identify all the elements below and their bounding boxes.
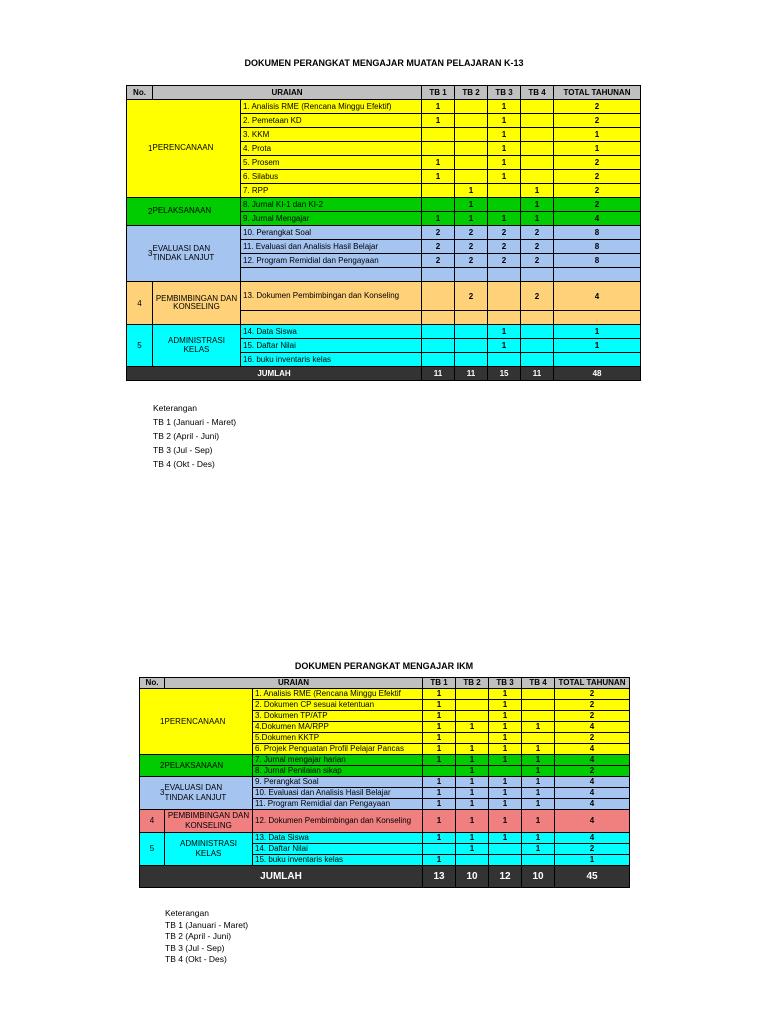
item-tb3: 2: [488, 226, 521, 240]
item-tb3: 1: [489, 777, 522, 788]
group-name: PERENCANAAN: [153, 100, 241, 198]
item-label: 6. Projek Penguatan Profil Pelajar Pancas: [253, 744, 423, 755]
item-tb1: 1: [423, 833, 456, 844]
item-total: 2: [554, 198, 641, 212]
group-number: 2: [140, 755, 165, 777]
item-label: 15. buku inventaris kelas: [253, 855, 423, 866]
item-label: 10. Perangkat Soal: [241, 226, 422, 240]
item-tb1: 1: [422, 114, 455, 128]
item-tb2: [455, 353, 488, 367]
item-label: 1. Analisis RME (Rencana Minggu Efektif): [241, 100, 422, 114]
item-label: 7. RPP: [241, 184, 422, 198]
item-tb3: [488, 311, 521, 325]
group-name: EVALUASI DAN TINDAK LANJUT: [153, 226, 241, 282]
item-total: 1: [554, 128, 641, 142]
item-total: 4: [555, 788, 630, 799]
item-tb4: 1: [521, 198, 554, 212]
item-tb1: [422, 128, 455, 142]
group-name: ADMINISTRASI KELAS: [153, 325, 241, 367]
item-label: 16. buku inventaris kelas: [241, 353, 422, 367]
item-label: 9. Perangkat Soal: [253, 777, 423, 788]
item-label: 4.Dokumen MA/RPP: [253, 722, 423, 733]
item-total: 2: [554, 156, 641, 170]
item-tb2: [456, 689, 489, 700]
item-total: 4: [555, 799, 630, 810]
group-name: PEMBIMBINGAN DAN KONSELING: [165, 810, 253, 833]
item-tb4: 1: [522, 766, 555, 777]
item-tb4: 1: [522, 844, 555, 855]
item-tb4: [521, 100, 554, 114]
item-tb2: [455, 325, 488, 339]
group-name: ADMINISTRASI KELAS: [165, 833, 253, 866]
item-tb4: 1: [521, 212, 554, 226]
item-tb3: 1: [488, 170, 521, 184]
header-total: TOTAL TAHUNAN: [554, 86, 641, 100]
item-tb2: 1: [456, 777, 489, 788]
item-label: [241, 268, 422, 282]
item-tb1: [422, 339, 455, 353]
item-total: 4: [555, 744, 630, 755]
item-tb1: 1: [423, 744, 456, 755]
item-total: 2: [555, 689, 630, 700]
item-tb3: [488, 184, 521, 198]
table-body: [127, 100, 641, 367]
item-tb4: [521, 353, 554, 367]
item-label: 12. Program Remidial dan Pengayaan: [241, 254, 422, 268]
item-label: 4. Prota: [241, 142, 422, 156]
item-tb1: [422, 325, 455, 339]
item-tb3: [488, 198, 521, 212]
item-tb2: 1: [456, 799, 489, 810]
item-tb4: 2: [521, 282, 554, 311]
item-tb3: 1: [489, 788, 522, 799]
item-tb3: 1: [488, 339, 521, 353]
ikm-document-table: [139, 677, 630, 888]
item-tb4: 1: [522, 788, 555, 799]
item-label: 7. Jurnal mengajar harian: [253, 755, 423, 766]
legend-heading: Keterangan: [153, 403, 197, 413]
item-tb1: 1: [423, 700, 456, 711]
item-tb3: 1: [489, 799, 522, 810]
item-tb4: 1: [522, 799, 555, 810]
item-label: 2. Dokumen CP sesuai ketentuan: [253, 700, 423, 711]
item-total: 2: [555, 700, 630, 711]
item-tb2: [455, 311, 488, 325]
header-no: No.: [127, 86, 153, 100]
item-total: 1: [554, 325, 641, 339]
item-total: 8: [554, 240, 641, 254]
jumlah-total: 48: [554, 367, 641, 381]
legend-tb4: TB 4 (Okt - Des): [165, 954, 227, 964]
item-tb3: 1: [488, 142, 521, 156]
total-row: [140, 866, 630, 888]
item-tb1: [423, 844, 456, 855]
group-name: PEMBIMBINGAN DAN KONSELING: [153, 282, 241, 325]
item-tb4: 2: [521, 254, 554, 268]
header-tb4: TB 4: [521, 86, 554, 100]
item-tb2: [455, 170, 488, 184]
table-row: [127, 282, 641, 311]
jumlah-total: 45: [555, 866, 630, 888]
item-tb4: [522, 700, 555, 711]
item-label: 2. Pemetaan KD: [241, 114, 422, 128]
item-tb4: 2: [521, 240, 554, 254]
header-tb2: TB 2: [456, 678, 489, 689]
item-label: 3. Dokumen TP/ATP: [253, 711, 423, 722]
item-tb2: 2: [455, 240, 488, 254]
jumlah-label: JUMLAH: [127, 367, 422, 381]
item-tb3: [489, 844, 522, 855]
legend-tb2: TB 2 (April - Juni): [153, 431, 220, 441]
item-tb4: [522, 689, 555, 700]
legend-tb2: TB 2 (April - Juni): [165, 931, 232, 941]
item-tb2: 2: [455, 254, 488, 268]
item-tb2: [455, 142, 488, 156]
header-no: No.: [140, 678, 165, 689]
item-label: 10. Evaluasi dan Analisis Hasil Belajar: [253, 788, 423, 799]
item-tb4: 1: [522, 755, 555, 766]
item-tb2: [456, 700, 489, 711]
item-tb3: 1: [489, 833, 522, 844]
item-tb1: 1: [422, 212, 455, 226]
item-label: 15. Daftar Nilai: [241, 339, 422, 353]
item-tb4: [521, 156, 554, 170]
header-tb4: TB 4: [522, 678, 555, 689]
group-number: 2: [127, 198, 153, 226]
item-total: 1: [555, 855, 630, 866]
legend-tb4: TB 4 (Okt - Des): [153, 459, 215, 469]
item-tb1: [422, 311, 455, 325]
item-tb4: 2: [521, 226, 554, 240]
item-total: 2: [554, 114, 641, 128]
item-tb2: 1: [456, 755, 489, 766]
item-tb1: 1: [423, 777, 456, 788]
item-tb2: 1: [455, 184, 488, 198]
item-tb1: 1: [423, 788, 456, 799]
item-tb1: [423, 766, 456, 777]
item-total: 2: [555, 766, 630, 777]
item-tb3: 1: [488, 212, 521, 226]
item-tb3: [488, 353, 521, 367]
item-tb1: [422, 142, 455, 156]
item-total: 1: [554, 339, 641, 353]
item-tb1: 1: [423, 711, 456, 722]
item-tb2: 1: [456, 722, 489, 733]
item-tb3: 1: [489, 733, 522, 744]
item-tb3: 1: [488, 114, 521, 128]
jumlah-tb1: 11: [422, 367, 455, 381]
item-tb3: 2: [488, 254, 521, 268]
table-row: [127, 226, 641, 240]
group-number: 3: [140, 777, 165, 810]
item-label: 14. Daftar Nilai: [253, 844, 423, 855]
item-tb4: 1: [522, 722, 555, 733]
group-name: PELAKSANAAN: [153, 198, 241, 226]
item-tb1: [422, 198, 455, 212]
item-tb4: [522, 733, 555, 744]
table-body: [140, 689, 630, 866]
item-total: [554, 311, 641, 325]
item-tb3: 2: [488, 240, 521, 254]
item-tb3: 1: [489, 810, 522, 833]
header-tb3: TB 3: [489, 678, 522, 689]
item-total: 2: [554, 184, 641, 198]
table-row: [127, 100, 641, 114]
item-label: 13. Dokumen Pembimbingan dan Konseling: [241, 282, 422, 311]
item-tb2: [456, 711, 489, 722]
item-label: 11. Program Remidial dan Pengayaan: [253, 799, 423, 810]
item-tb2: [455, 339, 488, 353]
item-tb1: 1: [423, 722, 456, 733]
item-tb1: 2: [422, 240, 455, 254]
item-label: 8. Jurnal KI-1 dan KI-2: [241, 198, 422, 212]
jumlah-tb4: 11: [521, 367, 554, 381]
header-tb3: TB 3: [488, 86, 521, 100]
item-tb1: [422, 353, 455, 367]
item-tb3: 1: [489, 700, 522, 711]
table-row: [140, 755, 630, 766]
group-name: PELAKSANAAN: [165, 755, 253, 777]
item-tb1: [422, 184, 455, 198]
item-label: 5. Prosem: [241, 156, 422, 170]
item-label: 11. Evaluasi dan Analisis Hasil Belajar: [241, 240, 422, 254]
item-tb4: [522, 711, 555, 722]
item-tb2: 1: [456, 810, 489, 833]
item-total: 8: [554, 254, 641, 268]
table-row: [127, 325, 641, 339]
legend-tb3: TB 3 (Jul - Sep): [165, 942, 225, 953]
item-tb1: 1: [423, 799, 456, 810]
item-label: 1. Analisis RME (Rencana Minggu Efektif: [253, 689, 423, 700]
jumlah-label: JUMLAH: [140, 866, 423, 888]
item-total: 2: [554, 100, 641, 114]
group-number: 4: [140, 810, 165, 833]
item-tb4: [521, 268, 554, 282]
item-tb1: 1: [423, 689, 456, 700]
item-label: 5.Dokumen KKTP: [253, 733, 423, 744]
doc1-legend: [153, 401, 236, 471]
item-tb1: 1: [422, 156, 455, 170]
item-tb4: 1: [522, 810, 555, 833]
jumlah-tb2: 11: [455, 367, 488, 381]
item-tb4: [521, 114, 554, 128]
legend-tb1: TB 1 (Januari - Maret): [153, 417, 237, 427]
item-total: 4: [555, 777, 630, 788]
item-tb4: [522, 855, 555, 866]
legend-heading: Keterangan: [165, 908, 209, 918]
group-name: EVALUASI DAN TINDAK LANJUT: [165, 777, 253, 810]
header-tb1: TB 1: [422, 86, 455, 100]
doc1-title: DOKUMEN PERANGKAT MENGAJAR MUATAN PELAJARAN K-13: [244, 58, 524, 68]
item-tb2: [456, 855, 489, 866]
item-tb1: 1: [422, 100, 455, 114]
item-tb3: [488, 268, 521, 282]
item-tb2: 1: [456, 844, 489, 855]
group-name: PERENCANAAN: [165, 689, 253, 755]
item-tb1: 1: [423, 733, 456, 744]
item-tb1: 2: [422, 254, 455, 268]
table-header-row: [140, 678, 630, 689]
item-tb3: 1: [489, 755, 522, 766]
item-total: 4: [555, 833, 630, 844]
doc2-title: DOKUMEN PERANGKAT MENGAJAR IKM: [294, 661, 474, 671]
jumlah-tb3: 12: [489, 866, 522, 888]
item-label: 13. Data Siswa: [253, 833, 423, 844]
table-row: [127, 198, 641, 212]
item-tb2: [455, 114, 488, 128]
item-tb2: [455, 156, 488, 170]
item-tb1: [422, 268, 455, 282]
item-total: [554, 268, 641, 282]
item-total: 2: [555, 733, 630, 744]
item-total: [554, 353, 641, 367]
legend-tb3: TB 3 (Jul - Sep): [153, 445, 213, 455]
table-row: [140, 810, 630, 833]
header-tb1: TB 1: [423, 678, 456, 689]
header-uraian: URAIAN: [153, 86, 422, 100]
table-row: [140, 777, 630, 788]
item-tb4: 1: [522, 777, 555, 788]
table-header-row: [127, 86, 641, 100]
item-tb2: 1: [456, 833, 489, 844]
item-total: 4: [554, 212, 641, 226]
item-tb2: [455, 100, 488, 114]
item-total: 4: [555, 810, 630, 833]
item-tb3: 1: [489, 711, 522, 722]
item-tb3: 1: [489, 744, 522, 755]
table-row: [140, 833, 630, 844]
doc2-legend: [165, 908, 248, 966]
item-tb3: 1: [489, 689, 522, 700]
group-number: 4: [127, 282, 153, 325]
item-tb3: 1: [488, 325, 521, 339]
table-row: [140, 689, 630, 700]
item-tb2: [456, 733, 489, 744]
item-label: 3. KKM: [241, 128, 422, 142]
item-tb2: 1: [456, 744, 489, 755]
group-number: 1: [140, 689, 165, 755]
item-tb2: 1: [456, 788, 489, 799]
item-tb4: [521, 142, 554, 156]
group-number: 1: [127, 100, 153, 198]
group-number: 3: [127, 226, 153, 282]
item-total: 4: [555, 755, 630, 766]
item-label: 8. Jurnal Penilaian sikap: [253, 766, 423, 777]
item-label: 6. Silabus: [241, 170, 422, 184]
item-tb2: [455, 268, 488, 282]
item-tb2: 2: [455, 282, 488, 311]
item-tb3: 1: [489, 722, 522, 733]
total-row: [127, 367, 641, 381]
item-tb1: [422, 282, 455, 311]
header-tb2: TB 2: [455, 86, 488, 100]
item-tb4: [521, 339, 554, 353]
item-total: 8: [554, 226, 641, 240]
item-tb2: 1: [455, 212, 488, 226]
jumlah-tb3: 15: [488, 367, 521, 381]
item-label: 12. Dokumen Pembimbingan dan Konseling: [253, 810, 423, 833]
item-label: 9. Jurnal Mengajar: [241, 212, 422, 226]
item-tb3: 1: [488, 156, 521, 170]
item-label: [241, 311, 422, 325]
k13-document-table: [126, 85, 641, 381]
item-tb3: [489, 855, 522, 866]
legend-tb1: TB 1 (Januari - Maret): [165, 919, 249, 930]
item-total: 2: [555, 711, 630, 722]
item-tb3: 1: [488, 100, 521, 114]
item-tb2: 1: [456, 766, 489, 777]
item-tb1: 1: [423, 810, 456, 833]
header-total: TOTAL TAHUNAN: [555, 678, 630, 689]
item-tb4: [521, 325, 554, 339]
item-total: 2: [554, 170, 641, 184]
item-total: 4: [555, 722, 630, 733]
item-tb4: 1: [522, 744, 555, 755]
item-total: 4: [554, 282, 641, 311]
item-tb3: [488, 282, 521, 311]
item-tb4: [521, 128, 554, 142]
item-tb2: [455, 128, 488, 142]
item-tb2: 2: [455, 226, 488, 240]
item-tb3: 1: [488, 128, 521, 142]
group-number: 5: [127, 325, 153, 367]
item-tb3: [489, 766, 522, 777]
item-total: 1: [554, 142, 641, 156]
item-tb1: 1: [423, 855, 456, 866]
item-total: 2: [555, 844, 630, 855]
group-number: 5: [140, 833, 165, 866]
jumlah-tb2: 10: [456, 866, 489, 888]
jumlah-tb4: 10: [522, 866, 555, 888]
item-tb4: [521, 170, 554, 184]
item-label: 14. Data Siswa: [241, 325, 422, 339]
item-tb2: 1: [455, 198, 488, 212]
header-uraian: URAIAN: [165, 678, 423, 689]
item-tb1: 1: [423, 755, 456, 766]
jumlah-tb1: 13: [423, 866, 456, 888]
item-tb4: 1: [522, 833, 555, 844]
item-tb1: 2: [422, 226, 455, 240]
item-tb4: [521, 311, 554, 325]
item-tb4: 1: [521, 184, 554, 198]
item-tb1: 1: [422, 170, 455, 184]
